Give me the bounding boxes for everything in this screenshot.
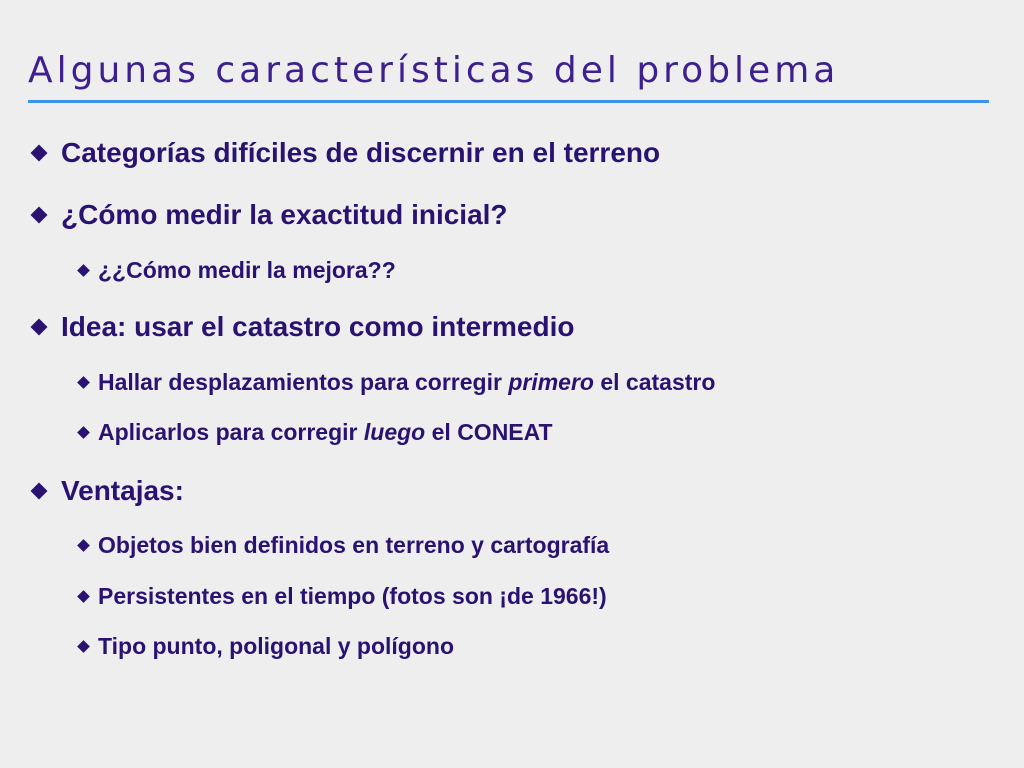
diamond-bullet-icon (31, 319, 48, 336)
bullet-text: Objetos bien definidos en terreno y cartografía (98, 531, 610, 558)
bullet-idea (30, 307, 575, 347)
sub-bullet-mejora (76, 254, 396, 286)
sub-bullet-persistentes (76, 580, 607, 612)
sub-bullet-objetos (76, 529, 609, 561)
sub-bullet-tipo (76, 630, 454, 662)
diamond-bullet-icon (77, 376, 90, 389)
diamond-bullet-icon (31, 145, 48, 162)
diamond-bullet-icon (77, 640, 90, 653)
bullet-ventajas (30, 471, 184, 511)
slide-title: Algunas características del problema (28, 50, 840, 91)
bullet-text: Tipo punto, poligonal y polígono (98, 632, 455, 659)
bullet-text: Aplicarlos para corregir luego el CONEAT (98, 418, 553, 445)
bullet-text: Ventajas: (61, 475, 184, 506)
bullet-text: Categorías difíciles de discernir en el terreno (61, 137, 661, 168)
sub-bullet-aplicarlos (76, 416, 553, 448)
bullet-categorias (30, 133, 660, 173)
bullet-text: ¿¿Cómo medir la mejora?? (98, 256, 396, 283)
bullet-text: ¿Cómo medir la exactitud inicial? (61, 199, 508, 230)
sub-bullet-hallar (76, 366, 715, 398)
bullet-text: Idea: usar el catastro como intermedio (61, 311, 575, 342)
emphasis-primero: primero (508, 368, 594, 395)
title-underline (28, 100, 989, 103)
diamond-bullet-icon (31, 483, 48, 500)
bullet-text: Persistentes en el tiempo (fotos son ¡de 1966!) (98, 582, 607, 609)
diamond-bullet-icon (77, 264, 90, 277)
diamond-bullet-icon (31, 207, 48, 224)
emphasis-luego: luego (363, 418, 426, 445)
bullet-text: Hallar desplazamientos para corregir primero el catastro (98, 368, 716, 395)
diamond-bullet-icon (77, 426, 90, 439)
diamond-bullet-icon (77, 539, 90, 552)
diamond-bullet-icon (77, 590, 90, 603)
bullet-exactitud (30, 195, 508, 235)
